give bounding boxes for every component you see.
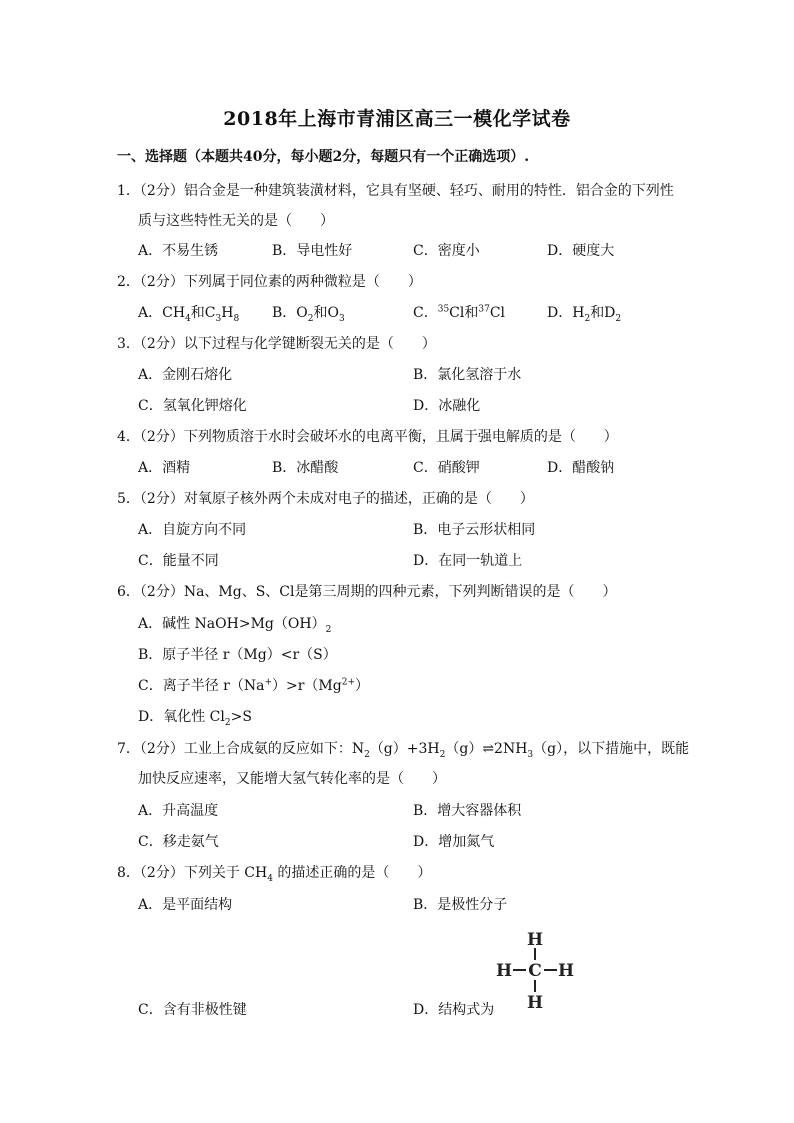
question-4-option-b: B．冰醋酸 [272,460,339,476]
superscript: 2+ [341,677,356,688]
question-2-option-c [413,302,505,322]
formula-part: >S [230,709,252,725]
formula-part: ）>r（Mg [272,678,342,694]
question-6-option-c [138,675,369,695]
question-8-option-c: C．含有非极性键 [138,1002,247,1018]
stem-part: （g）+3H [369,741,440,757]
stem-part: （g），以下措施中，既能 [533,741,690,757]
question-8-option-d: D．结构式为 [413,1002,495,1018]
question-2-option-b [272,302,345,324]
subscript: 4 [185,313,191,324]
question-5-option-c: C．能量不同 [138,553,219,569]
question-7-option-c: C．移走氨气 [138,834,219,850]
atom-h-right: H [557,961,575,981]
subscript: 3 [215,313,222,324]
formula-part: A．碱性 NaOH>Mg（OH） [138,616,326,632]
question-6-option-a [138,613,331,635]
section-heading: 一、选择题（本题共40分，每小题2分，每题只有一个正确选项）. [117,149,530,165]
option-letter: B． [272,305,297,321]
question-2-stem: 2．（2分）下列属于同位素的两种微粒是（ ） [117,274,422,290]
question-8-stem [117,862,431,884]
page-title: 2018年上海市青浦区高三一模化学试卷 [223,108,571,130]
question-4-option-a: A．酒精 [138,460,191,476]
subscript: 8 [233,313,240,324]
question-3-option-c: C．氢氧化钾熔化 [138,398,247,414]
subscript: 2 [325,624,332,635]
methane-structural-formula [494,928,576,1012]
question-7-option-a: A．升高温度 [138,803,219,819]
formula-part: Cl [489,305,506,321]
question-2-option-d [547,302,621,324]
question-8-option-b: B．是极性分子 [413,897,508,913]
question-1-option-a: A．不易生锈 [138,243,219,259]
question-4-option-d: D．醋酸钠 [547,460,615,476]
atom-c-center: C [528,961,542,981]
question-1-stem-line1: 1．（2分）铝合金是一种建筑装潢材料，它具有坚硬、轻巧、耐用的特性．铝合金的下列性 [117,183,674,199]
subscript: 2 [439,749,446,760]
question-3-option-d: D．冰融化 [413,398,481,414]
formula-part: Cl和 [449,305,479,321]
formula-part: H [572,305,585,321]
formula-part: CH [162,305,186,321]
atom-h-left: H [495,961,513,981]
formula-part: H [221,305,234,321]
question-2-option-a [138,302,239,324]
subscript: 2 [584,313,591,324]
subscript: 2 [224,717,231,728]
subscript: 3 [527,749,534,760]
formula-part: C．离子半径 r（Na [138,678,265,694]
question-5-option-b: B．电子云形状相同 [413,522,536,538]
question-5-option-a: A．自旋方向不同 [138,522,247,538]
formula-part: 和D [590,305,616,321]
formula-part: O [296,305,308,321]
subscript: 2 [364,749,370,760]
stem-part: 的描述正确的是（ ） [272,865,432,881]
option-letter: A． [138,305,163,321]
question-4-option-c: C．硝酸钾 [413,460,480,476]
formula-part: ） [355,678,370,694]
subscript: 4 [267,873,273,884]
stem-part: （g）⇌2NH [445,741,528,757]
question-1-stem-line2: 质与这些特性无关的是（ ） [138,213,334,229]
question-6-stem: 6．（2分）Na、Mg、S、Cl是第三周期的四种元素，下列判断错误的是（ ） [117,584,617,600]
question-3-option-b: B．氯化氢溶于水 [413,367,522,383]
question-5-stem: 5．（2分）对氧原子核外两个未成对电子的描述，正确的是（ ） [117,491,534,507]
formula-part: 和O [313,305,339,321]
question-1-option-c: C．密度小 [413,243,480,259]
question-4-stem: 4．（2分）下列物质溶于水时会破坏水的电离平衡，且属于强电解质的是（ ） [117,429,618,445]
subscript: 3 [339,313,345,324]
question-3-stem: 3．（2分）以下过程与化学键断裂无关的是（ ） [117,336,436,352]
option-letter: C． [413,305,438,321]
stem-part: 8．（2分）下列关于 CH [117,865,268,881]
superscript: 35 [437,304,450,315]
question-1-option-b: B．导电性好 [272,243,353,259]
option-letter: D． [547,305,573,321]
atom-h-top: H [526,930,544,950]
question-7-option-b: B．增大容器体积 [413,803,522,819]
superscript: + [264,677,272,688]
question-1-option-d: D．硬度大 [547,243,615,259]
formula-part: 和C [190,305,216,321]
question-6-option-d [138,706,252,728]
question-5-option-d: D．在同一轨道上 [413,553,523,569]
atom-h-bottom: H [526,993,544,1012]
superscript: 37 [478,304,490,315]
question-7-option-d: D．增加氮气 [413,834,495,850]
stem-part: 7．（2分）工业上合成氨的反应如下：N [117,741,365,757]
formula-part: D．氧化性 Cl [138,709,225,725]
question-7-stem-line2: 加快反应速率，又能增大氢气转化率的是（ ） [138,771,446,787]
question-3-option-a: A．金刚石熔化 [138,367,233,383]
subscript: 2 [615,313,622,324]
subscript: 2 [307,313,314,324]
question-8-option-a: A．是平面结构 [138,897,233,913]
question-6-option-b: B．原子半径 r（Mg）<r（S） [138,647,337,663]
question-7-stem-line1 [117,738,689,760]
